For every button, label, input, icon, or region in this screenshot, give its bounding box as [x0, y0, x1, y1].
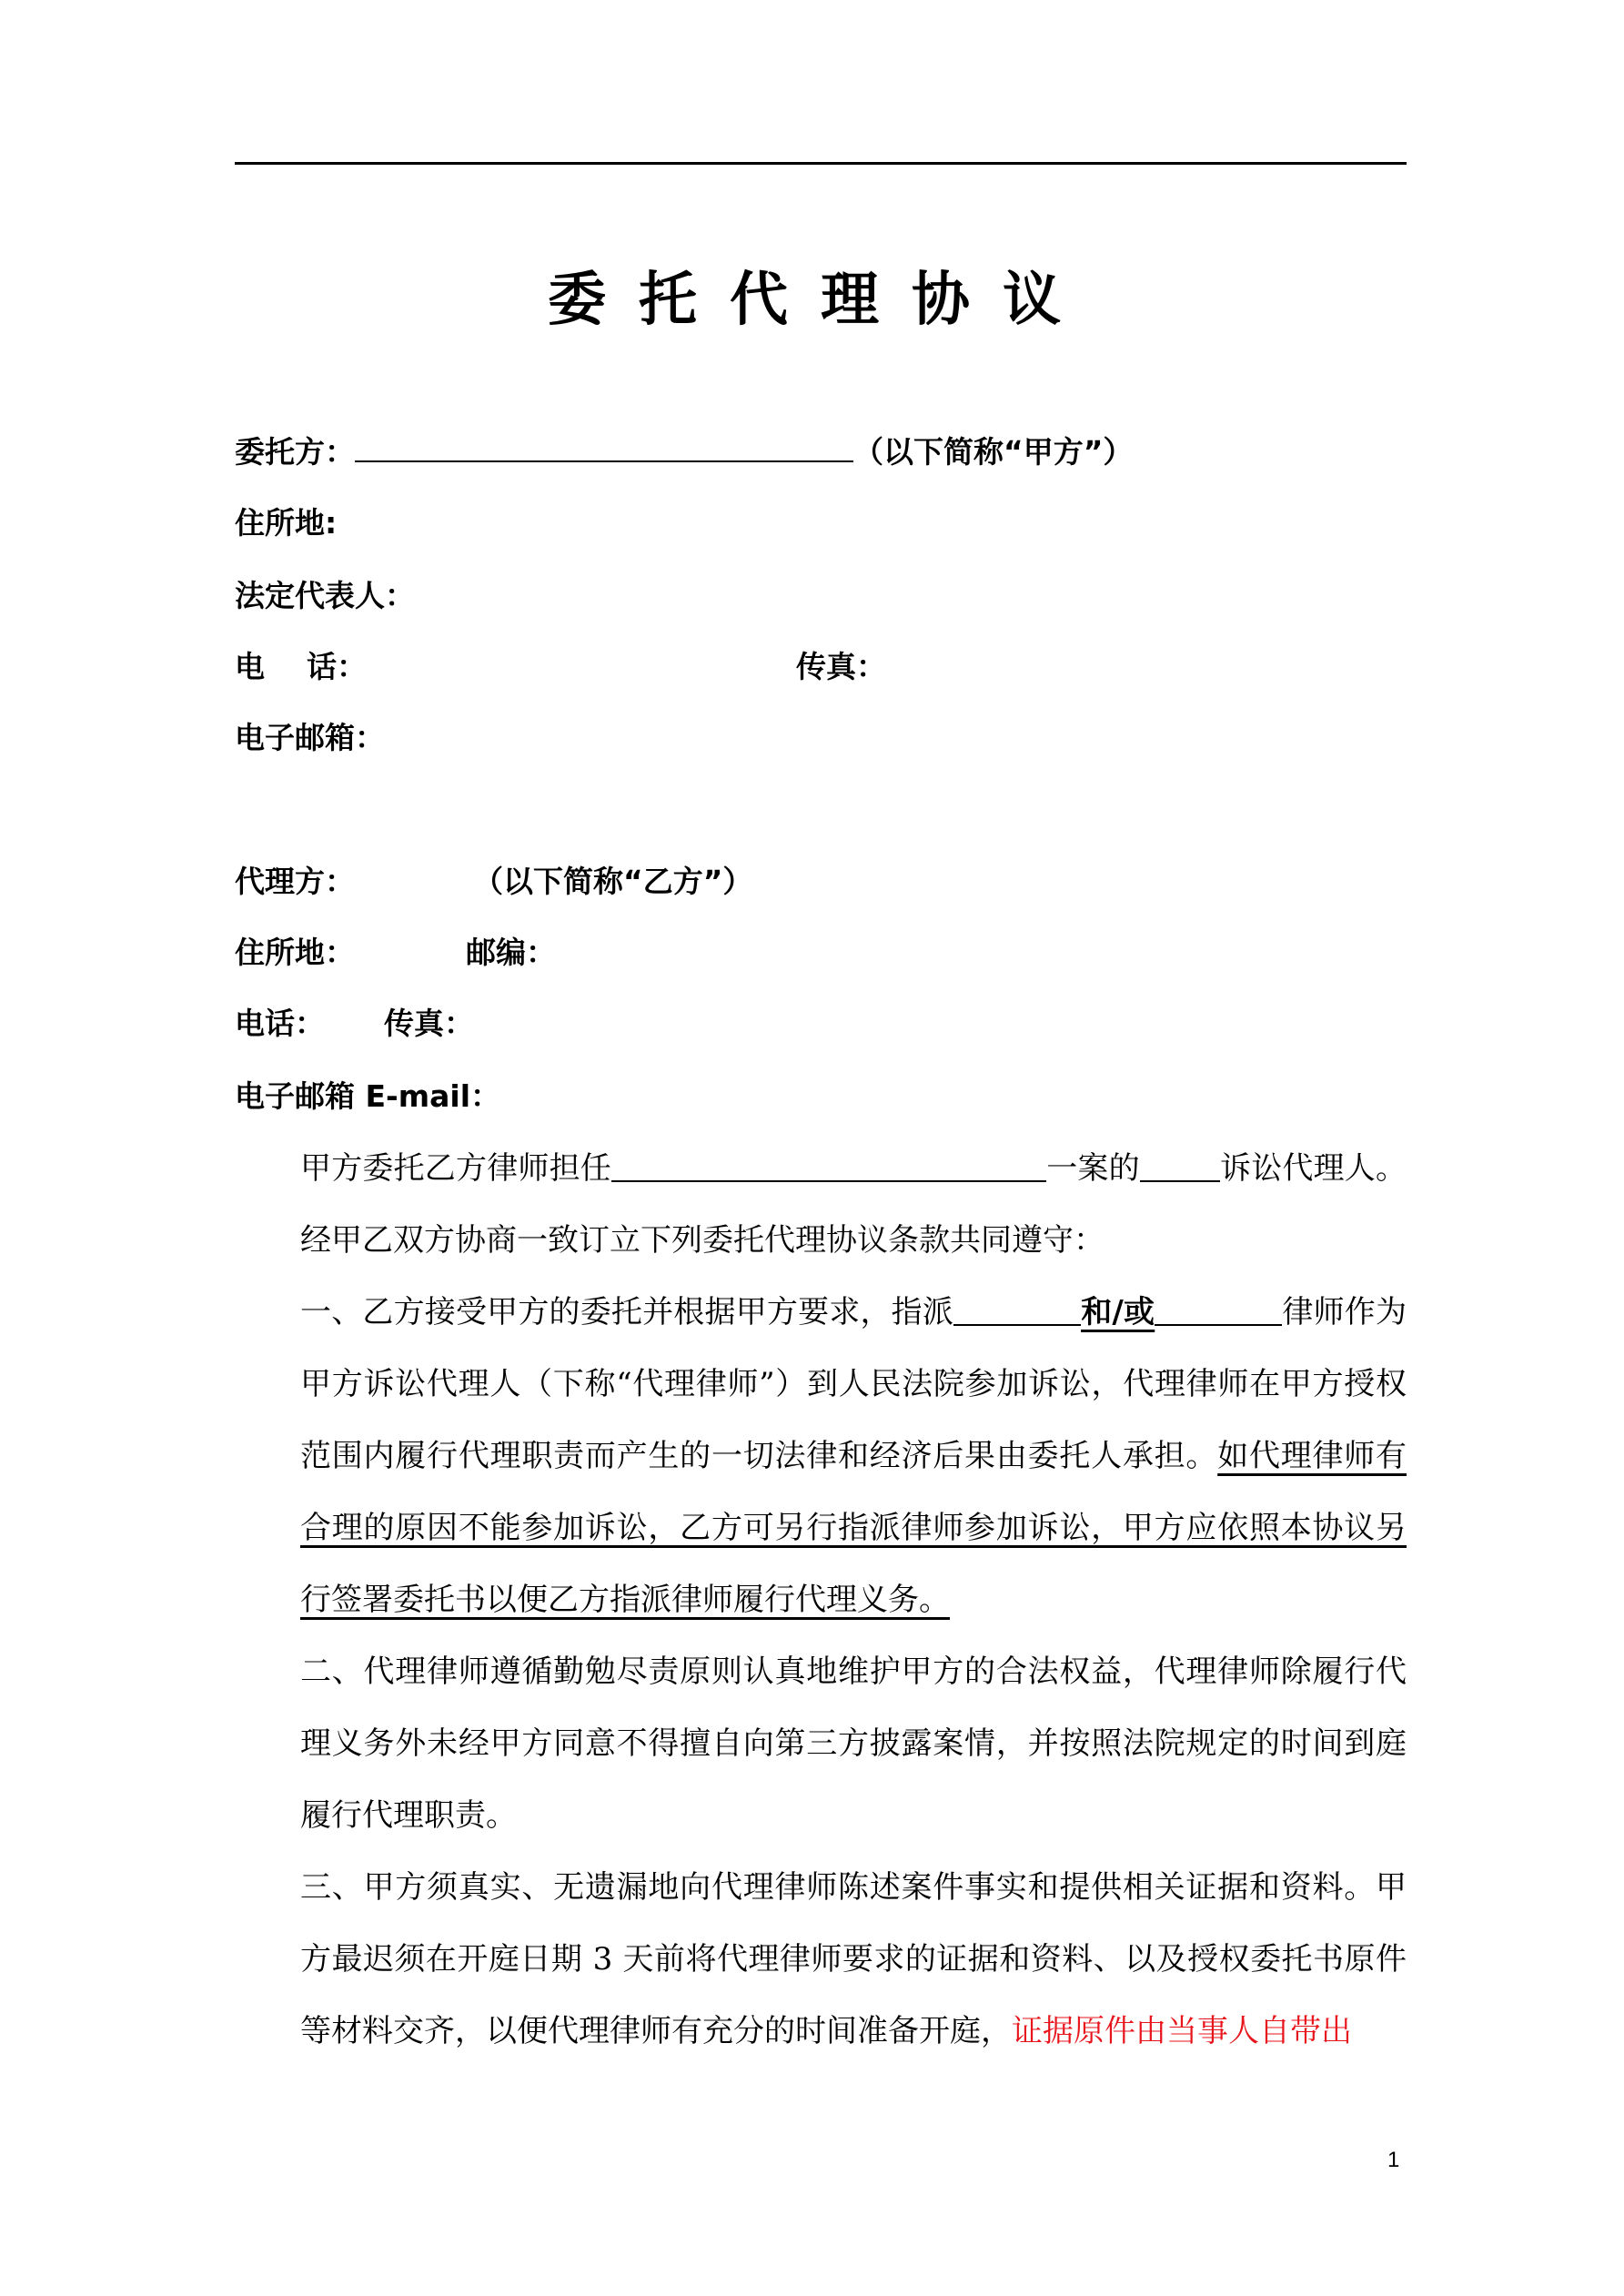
intro-part2: 一案的	[1046, 1150, 1140, 1187]
client-phone-line	[235, 646, 367, 688]
client-email-label: 电子邮箱：	[235, 720, 385, 755]
client-fax-line	[796, 646, 886, 688]
agent-phone-line	[235, 1003, 325, 1045]
document-title: 委托代理协议	[548, 267, 1094, 334]
client-address-line	[235, 502, 337, 544]
case-name-blank	[611, 1149, 1046, 1182]
client-fax-label: 传真：	[796, 649, 886, 684]
agent-line	[235, 861, 355, 903]
page-number: 1	[1387, 2148, 1400, 2172]
client-legal-rep-line	[235, 575, 415, 617]
clause-1-part2: 律师作为甲方诉讼代理人（下称“代理律师”）到人民法院参加诉讼，代理律师在甲方授权范围内履行代理职责而产生的一切法律和经济后果由委托人承担。	[300, 1294, 1407, 1474]
agent-email-label: 电子邮箱 E-mail：	[235, 1078, 501, 1114]
client-line	[235, 431, 1133, 473]
agent-fax-label: 传真：	[384, 1006, 474, 1041]
agent-email-line	[235, 1076, 500, 1118]
agent-suffix-line	[473, 861, 752, 903]
clause-1	[235, 1277, 1407, 1636]
clause-3	[235, 1852, 1407, 2068]
clause-2	[235, 1636, 1407, 1852]
client-phone-label: 电 话：	[235, 649, 367, 684]
instance-blank	[1140, 1149, 1220, 1182]
agent-address-label: 住所地：	[235, 935, 355, 970]
clause-3-red-text: 证据原件由当事人自带出	[1012, 2013, 1352, 2049]
clause-1-part1: 一、乙方接受甲方的委托并根据甲方要求，指派	[300, 1294, 954, 1330]
agent-postcode-line	[466, 932, 556, 974]
client-name-blank	[355, 433, 853, 462]
client-suffix: （以下简称“甲方”）	[853, 434, 1134, 470]
lawyer-b-blank	[1155, 1293, 1282, 1326]
agent-address-line	[235, 932, 355, 974]
intro-part1: 甲方委托乙方律师担任	[300, 1150, 611, 1187]
agent-phone-label: 电话：	[235, 1006, 325, 1041]
client-email-line	[235, 717, 385, 759]
client-legal-rep-label: 法定代表人：	[235, 578, 415, 613]
agent-suffix: （以下简称“乙方”）	[473, 864, 753, 899]
lawyer-a-blank	[953, 1293, 1081, 1326]
intro-part3: 诉讼代理人。经甲乙双方协商一致订立下列委托代理协议条款共同遵守：	[300, 1150, 1407, 1259]
intro-paragraph	[235, 1133, 1407, 1277]
client-address-label: 住所地:	[235, 505, 338, 541]
agent-postcode-label: 邮编：	[466, 935, 556, 970]
agent-fax-line	[384, 1003, 474, 1045]
header-rule	[235, 162, 1407, 165]
client-label: 委托方：	[235, 434, 355, 470]
clause-1-underlined: 如代理律师有合理的原因不能参加诉讼，乙方可另行指派律师参加诉讼，甲方应依照本协议另行签署委托书以便乙方指派律师履行代理义务。	[300, 1438, 1407, 1618]
clause-1-and-or: 和/或	[1081, 1294, 1155, 1330]
clause-3-text: 三、甲方须真实、无遗漏地向代理律师陈述案件事实和提供相关证据和资料。甲方最迟须在开庭日期 3 天前将代理律师要求的证据和资料、以及授权委托书原件等材料交齐，以便代理律师有充分的时间准备开庭，	[300, 1869, 1407, 2049]
agent-label: 代理方：	[235, 864, 355, 899]
clause-2-text: 二、代理律师遵循勤勉尽责原则认真地维护甲方的合法权益，代理律师除履行代理义务外未经甲方同意不得擅自向第三方披露案情，并按照法院规定的时间到庭履行代理职责。	[300, 1654, 1407, 1834]
